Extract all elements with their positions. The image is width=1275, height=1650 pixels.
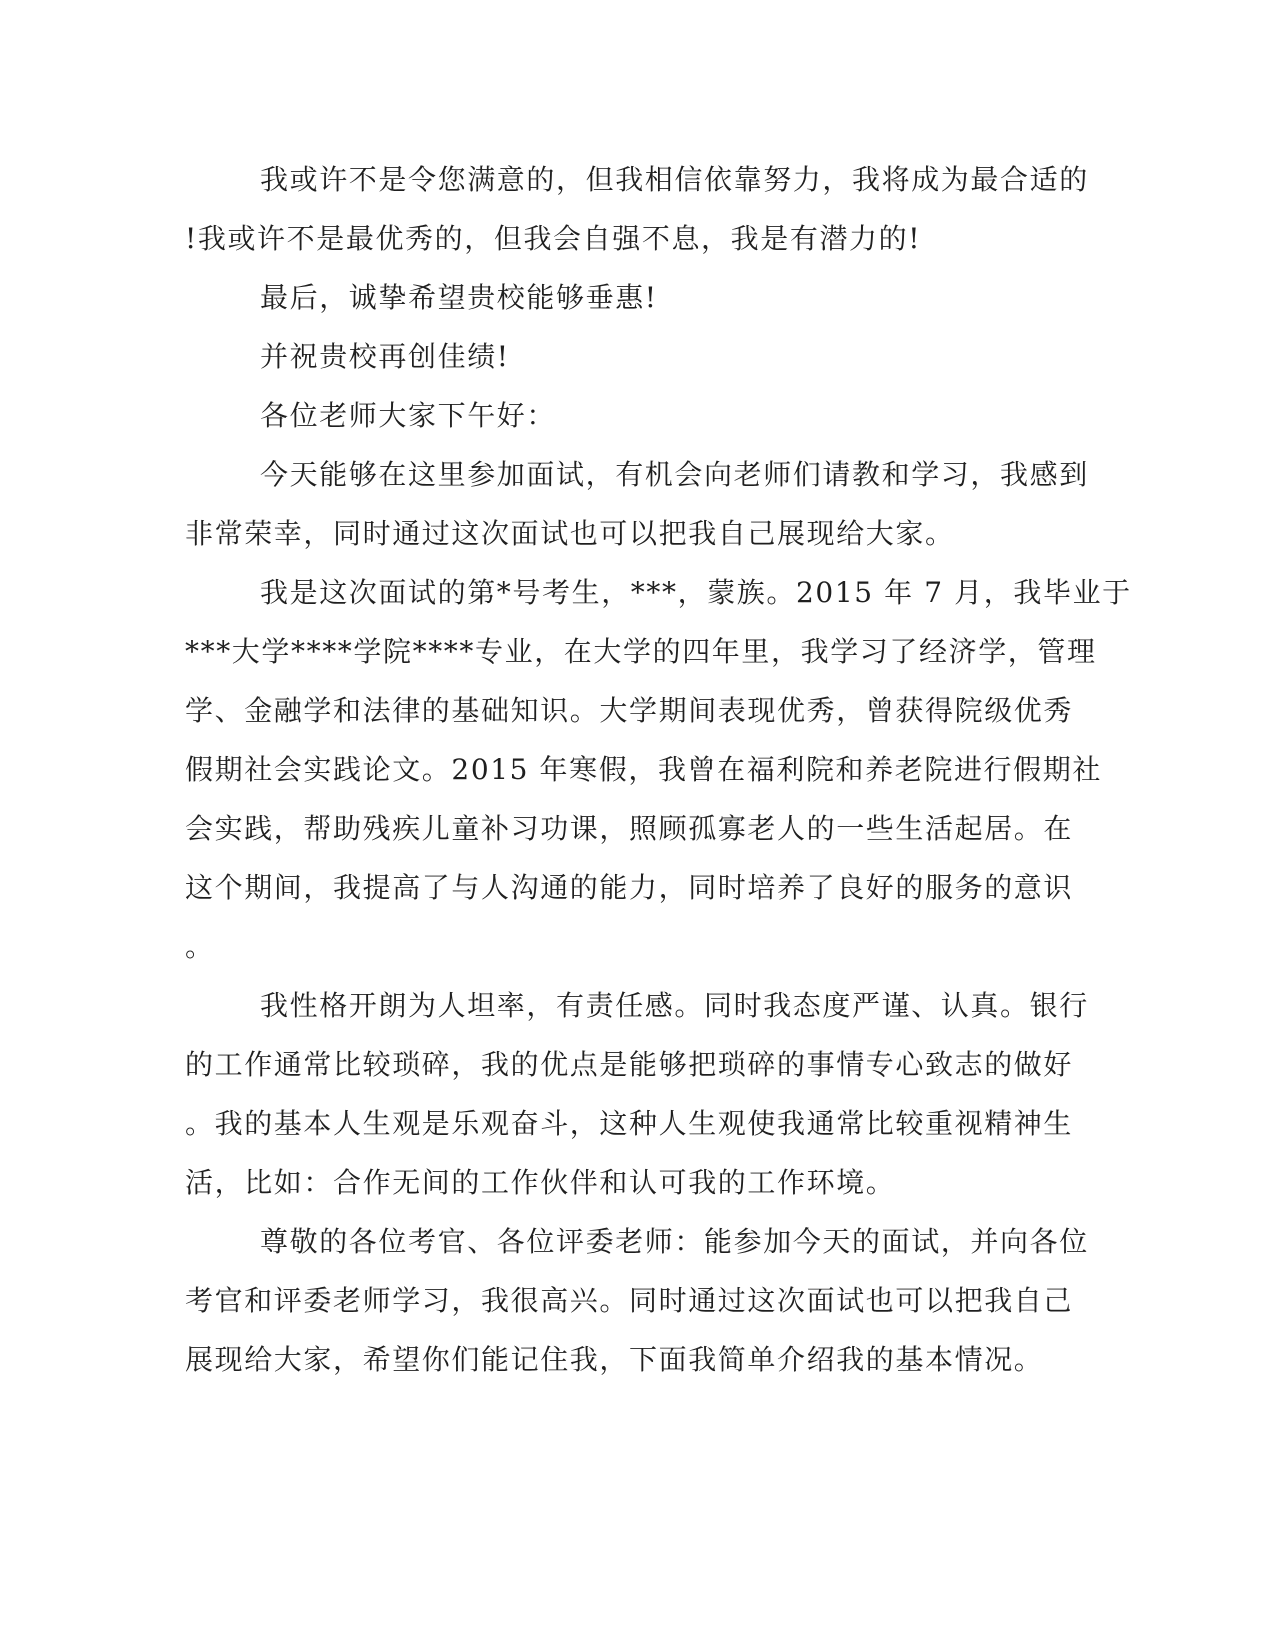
text-line: 各位老师大家下午好： xyxy=(260,399,557,432)
text-line: ***大学****学院****专业，在大学的四年里，我学习了经济学，管理 xyxy=(185,635,1097,668)
text-line: 展现给大家，希望你们能记住我，下面我简单介绍我的基本情况。 xyxy=(185,1343,1044,1376)
text-line: 我是这次面试的第*号考生，***，蒙族。2015 年 7 月，我毕业于 xyxy=(260,576,1132,609)
text-line: 学、金融学和法律的基础知识。大学期间表现优秀，曾获得院级优秀 xyxy=(185,694,1074,727)
text-line: 这个期间，我提高了与人沟通的能力，同时培养了良好的服务的意识 xyxy=(185,871,1074,904)
text-line: 。 xyxy=(185,930,215,963)
text-line: 尊敬的各位考官、各位评委老师：能参加今天的面试，并向各位 xyxy=(260,1225,1089,1258)
text-line: 会实践，帮助残疾儿童补习功课，照顾孤寡老人的一些生活起居。在 xyxy=(185,812,1074,845)
text-line: 我或许不是令您满意的，但我相信依靠努力，我将成为最合适的 xyxy=(260,163,1089,196)
text-line: 最后，诚挚希望贵校能够垂惠! xyxy=(260,281,658,314)
text-line: 我性格开朗为人坦率，有责任感。同时我态度严谨、认真。银行 xyxy=(260,989,1089,1022)
text-line: 并祝贵校再创佳绩! xyxy=(260,340,510,373)
text-line: 今天能够在这里参加面试，有机会向老师们请教和学习，我感到 xyxy=(260,458,1089,491)
text-line: 活，比如：合作无间的工作伙伴和认可我的工作环境。 xyxy=(185,1166,896,1199)
text-line: 考官和评委老师学习，我很高兴。同时通过这次面试也可以把我自己 xyxy=(185,1284,1074,1317)
text-line: !我或许不是最优秀的，但我会自强不息，我是有潜力的! xyxy=(185,222,922,255)
text-line: 。我的基本人生观是乐观奋斗，这种人生观使我通常比较重视精神生 xyxy=(185,1107,1074,1140)
text-line: 假期社会实践论文。2015 年寒假，我曾在福利院和养老院进行假期社 xyxy=(185,753,1102,786)
text-line: 的工作通常比较琐碎，我的优点是能够把琐碎的事情专心致志的做好 xyxy=(185,1048,1074,1081)
text-line: 非常荣幸，同时通过这次面试也可以把我自己展现给大家。 xyxy=(185,517,955,550)
